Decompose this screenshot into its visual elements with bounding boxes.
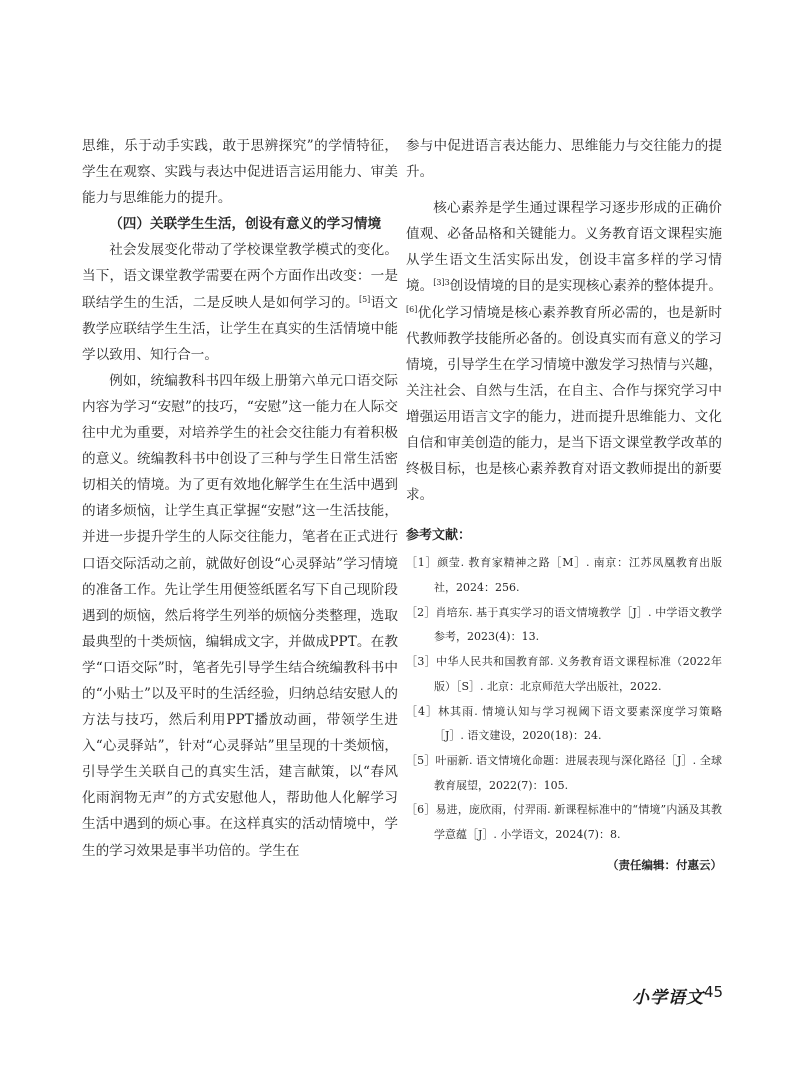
paragraph-text: 核心素养是学生通过课程学习逐步形成的正确价值观、必备品格和关键能力。义务教育语文课程实施从学生语文生活实际出发，创设丰富多样的学习情境。 — [406, 200, 722, 295]
reference-item: ［1］颜莹. 教育家精神之路［M］. 南京：江苏凤凰教育出版社，2024：256. — [406, 556, 722, 595]
paragraph-text: 创设情境的目的是实现核心素养的整体提升。 — [449, 278, 722, 295]
citation: [6] — [406, 304, 418, 314]
left-column — [82, 133, 398, 864]
paragraph-text: 社会发展变化带动了学校课堂教学模式的变化。当下，语文课堂教学需要在两个方面作出改变：一是联结学生的生活，二是反映人是如何学习的。 — [82, 242, 398, 311]
references-list — [406, 551, 722, 847]
reference-item: ［3］中华人民共和国教育部. 义务教育语文课程标准（2022年版）［S］. 北京：北京师范大学出版社，2022. — [406, 655, 722, 693]
paragraph: 思维，乐于动手实践，敢于思辨探究”的学情特征，学生在观察、实践与表达中促进语言运用能力、审美能力与思维能力的提升。 — [82, 138, 398, 207]
reference-item: ［6］易进，庞欣雨，付羿雨. 新课程标准中的“情境”内涵及其教学意蕴［J］. 小学语文，2024(7)：8. — [406, 803, 722, 842]
paragraph: 参与中促进语言表达能力、思维能力与交往能力的提升。 — [406, 138, 722, 181]
citation: [5] — [358, 294, 371, 304]
section-subheading: （四）关联学生生活，创设有意义的学习情境 — [109, 216, 382, 233]
citation: [3]3 — [433, 278, 450, 288]
paragraph-text: 语文教学应联结学生生活，让学生在真实的生活情境中能学以致用、知行合一。 — [82, 294, 399, 363]
journal-logo: 小学语文 — [632, 988, 704, 1008]
paragraph — [406, 195, 722, 508]
paragraph: 例如，统编教科书四年级上册第六单元口语交际内容为学习“安慰”的技巧，“安慰”这一能力在人际交往中尤为重要，对培养学生的社会交往能力有着积极的意义。统编教科书中创设了三种与学生日常生活密切相关的情境。为了更有效地化解学生在生活中遇到的诸多烦恼，让学生真正掌握“安慰”这一生活技能，并进一步提升学生的人际交往能力，笔者在正式进行口语交际活动之前，就做好创设“心灵驿站”学习情境的准备工作。先让学生用便签纸匿名写下自己现阶段遇到的烦恼，然后将学生列举的烦恼分类整理，选取最典型的十类烦恼，编辑成文字，并做成PPT。在教学“口语交际”时，笔者先引导学生结合统编教科书中的“小贴士”以及平时的生活经验，归纳总结安慰人的方法与技巧，然后利用PPT播放动画，带领学生进入“心灵驿站”，针对“心灵驿站”里呈现的十类烦恼，引导学生关联自己的真实生活，建言献策，以“春风化雨润物无声”的方式安慰他人，帮助他人化解学习生活中遇到的烦心事。在这样真实的活动情境中，学生的学习效果是事半功倍的。学生在 — [82, 372, 398, 859]
paragraph-text: 优化学习情境是核心素养教育所必需的，也是新时代教师教学技能所必备的。创设真实而有意义的学习情境，引导学生在学习情境中激发学习热情与兴趣，关注社会、自然与生活，在自主、合作与探究学习中增强运用语言文字的能力，进而提升思维能力、文化自信和审美创造的能力，是当下语文课堂教学改革的终极目标，也是核心素养教育对语文教师提出的新要求。 — [406, 304, 722, 504]
editor-note: （责任编辑：付惠云） — [607, 857, 722, 872]
paragraph — [82, 237, 398, 367]
reference-item: ［5］叶丽新. 语文情境化命题：进展表现与深化路径［J］. 全球教育展望，2022(7)：105. — [406, 753, 722, 792]
page-number: 45 — [704, 983, 724, 1001]
reference-item: ［4］林其雨. 情境认知与学习视阈下语文要素深度学习策略［J］. 语文建设，2020(18)：24. — [406, 704, 722, 743]
right-column — [406, 133, 722, 875]
references-title: 参考文献： — [406, 528, 472, 544]
reference-item: ［2］肖培东. 基于真实学习的语文情境教学［J］. 中学语文教学参考，2023(4)：13. — [406, 605, 722, 644]
